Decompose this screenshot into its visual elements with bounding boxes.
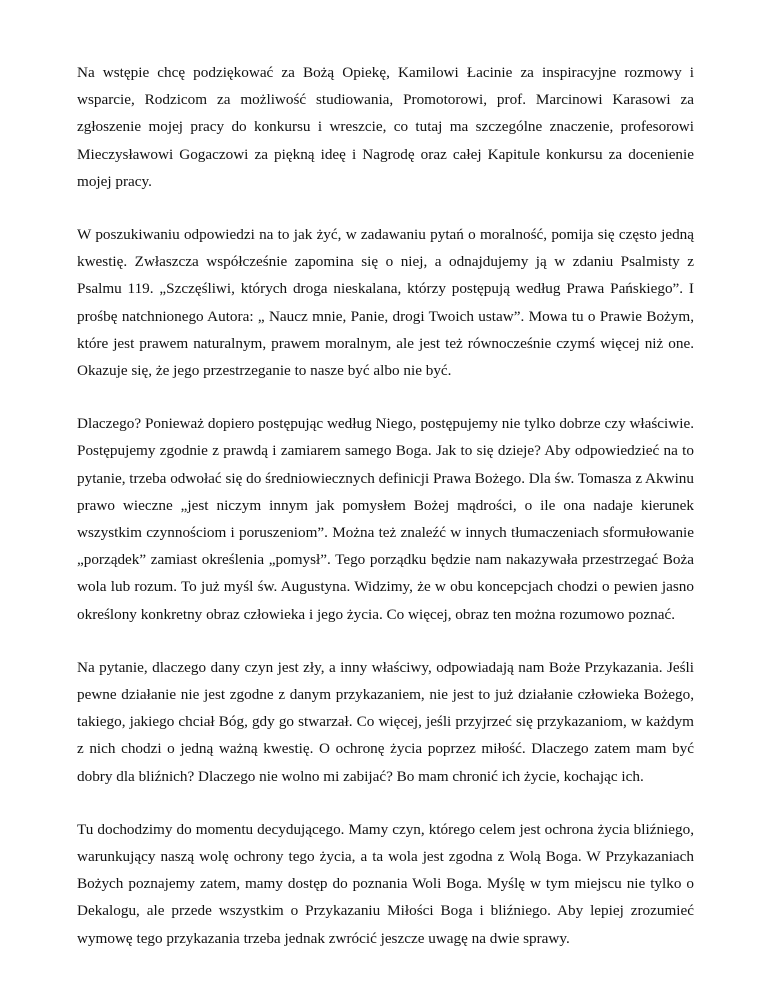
paragraph-commandments: Na pytanie, dlaczego dany czyn jest zły, a inny właściwy, odpowiadają nam Boże Przykazania. Jeśli pewne działanie nie jest zgodne z danym przykazaniem, nie jest to już działanie człowieka Bożego, takiego, jakiego chciał Bóg, gdy go stwarzał. Co więcej, jeśli przyjrzeć się przykazaniom, w każdym z nich chodzi o jedną ważną kwestię. O ochronę życia poprzez miłość. Dlaczego zatem mam być dobry dla bliźnich? Dlaczego nie wolno mi zabijać? Bo mam chronić ich życie, kochając ich.: [77, 658, 694, 785]
paragraph-acknowledgements: Na wstępie chcę podziękować za Bożą Opiekę, Kamilowi Łacinie za inspiracyjne rozmowy i wsparcie, Rodzicom za możliwość studiowania, Promotorowi, prof. Marcinowi Karasowi za zgłoszenie mojej pracy do konkursu i wreszcie, co tutaj ma szczególne znaczenie, profesorowi Mieczysławowi Gogaczowi za piękną ideę i Nagrodę oraz całej Kapitule konkursu za docenienie mojej pracy.: [77, 64, 694, 190]
paragraph-divine-law: Dlaczego? Ponieważ dopiero postępując według Niego, postępujemy nie tylko dobrze czy właściwie. Postępujemy zgodnie z prawdą i zamiarem samego Boga. Jak to się dzieje? Aby odpowiedzieć na to pytanie, trzeba odwołać się do średniowiecznych definicji Prawa Bożego. Dla św. Tomasza z Akwinu prawo wieczne „jest niczym innym jak pomysłem Bożej mądrości, o ile ona nadaje kierunek wszystkim czynnościom i poruszeniom”. Można też znaleźć w innych tłumaczeniach sformułowanie „porządek” zamiast określenia „pomysł”. Tego porządku będzie nam nakazywała przestrzegać Boża wola lub rozum. To już myśl św. Augustyna. Widzimy, że w obu koncepcjach chodzi o pewien jasno określony konkretny obraz człowieka i jego życia. Co więcej, obraz ten można rozumowo poznać.: [77, 415, 694, 623]
paragraph-psalm: W poszukiwaniu odpowiedzi na to jak żyć, w zadawaniu pytań o moralność, pomija się często jedną kwestię. Zwłaszcza współcześnie zapomina się o niej, a odnajdujemy ją w zdaniu Psalmisty z Psalmu 119. „Szczęśliwi, których droga nieskalana, którzy postępują według Prawa Pańskiego”. I prośbę natchnionego Autora: „ Naucz mnie, Panie, drogi Twoich ustaw”. Mowa tu o Prawie Bożym, które jest prawem naturalnym, prawem moralnym, ale jest też równocześnie czymś więcej niż one. Okazuje się, że jego przestrzeganie to nasze być albo nie być.: [77, 226, 694, 380]
document-page: [77, 59, 694, 952]
paragraph-will-of-god: Tu dochodzimy do momentu decydującego. Mamy czyn, którego celem jest ochrona życia bliźniego, warunkujący naszą wolę ochrony tego życia, a ta wola jest zgodna z Wolą Boga. W Przykazaniach Bożych poznajemy zatem, mamy dostęp do poznania Woli Boga. Myślę w tym miejscu nie tylko o Dekalogu, ale przede wszystkim o Przykazaniu Miłości Boga i bliźniego. Aby lepiej zrozumieć wymowę tego przykazania trzeba jednak zwrócić jeszcze uwagę na dwie sprawy.: [77, 820, 694, 947]
